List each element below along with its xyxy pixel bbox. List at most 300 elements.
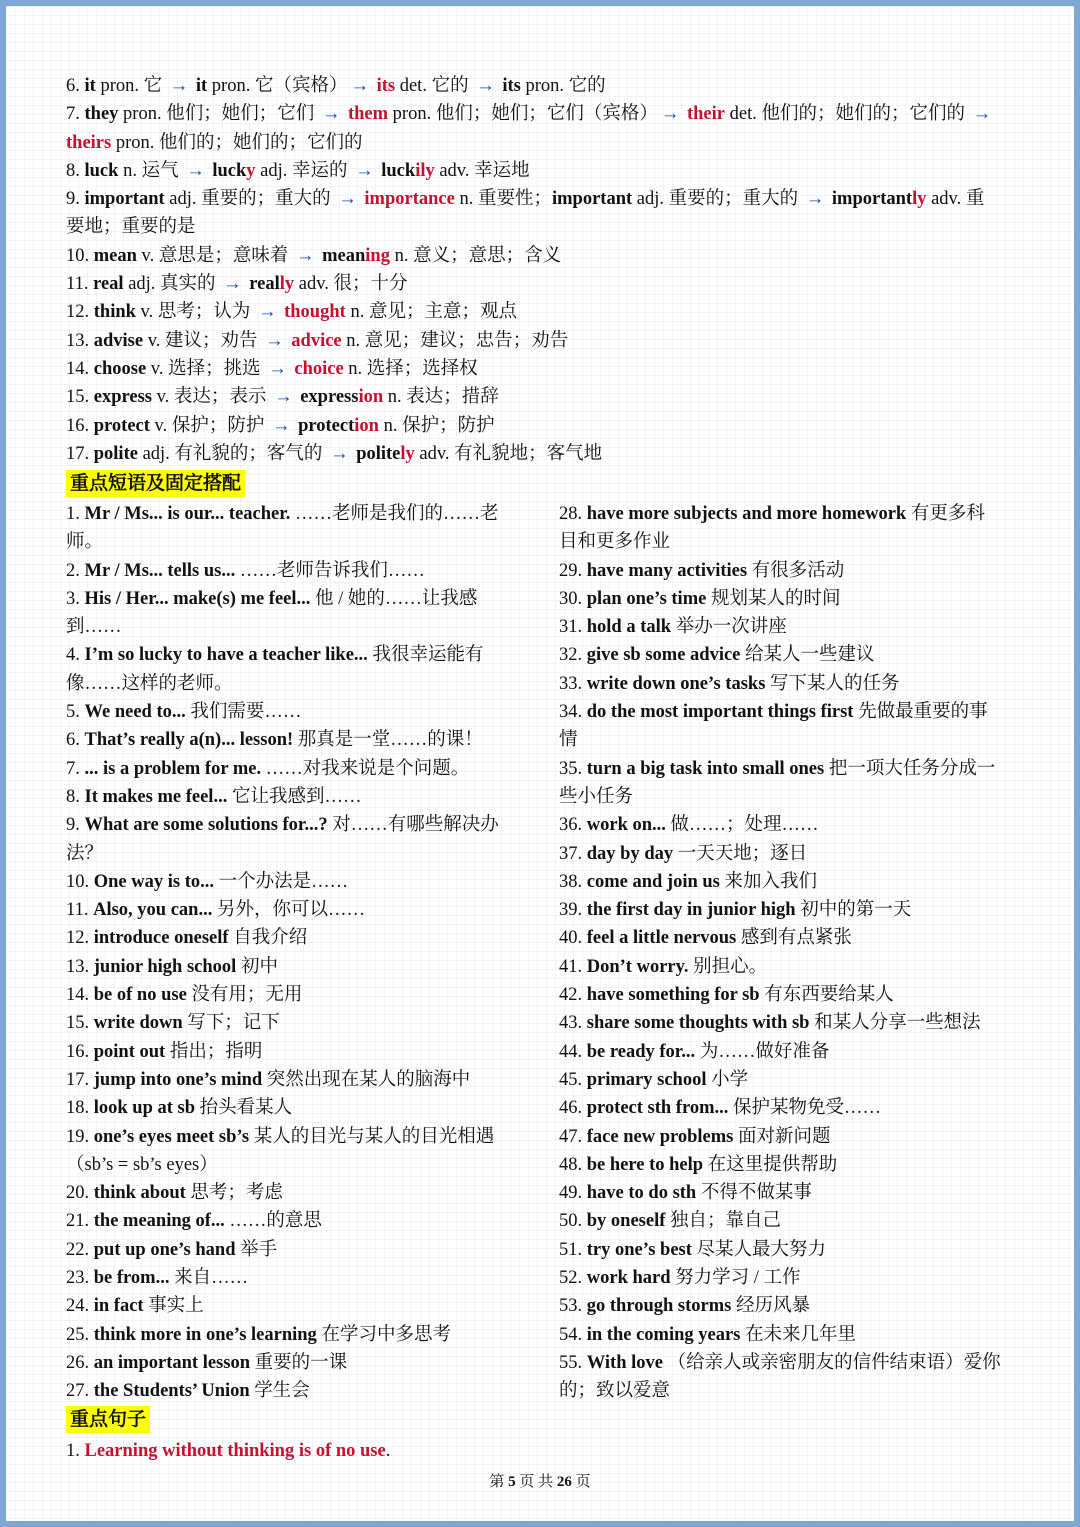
bold-term: the first day in junior high — [586, 900, 796, 921]
line-text: 面对新问题 — [733, 1126, 831, 1147]
text-line — [66, 613, 526, 641]
line-text: adj. 有礼貌的；客气的 — [137, 443, 328, 464]
bold-term: the Students’ Union — [93, 1381, 250, 1402]
bold-term: write down one’s tasks — [586, 673, 766, 694]
arrow-icon: → — [271, 415, 291, 436]
bold-term: in fact — [93, 1296, 144, 1317]
text-line — [66, 1437, 1016, 1465]
line-text: 46. — [559, 1098, 587, 1119]
line-text: pron. 他们；她们；它们（宾格） — [388, 104, 658, 125]
bold-term: turn a big task into small ones — [586, 758, 825, 779]
line-text: 指出；指明 — [165, 1041, 263, 1062]
line-text: 9. — [66, 815, 85, 836]
text-line — [66, 1207, 526, 1235]
line-text: 14. — [66, 358, 94, 379]
text-line — [66, 981, 526, 1009]
page-footer — [6, 1470, 1074, 1491]
bold-term: face new problems — [586, 1126, 734, 1147]
bold-term: feel a little nervous — [586, 928, 737, 949]
bold-term: mean — [317, 245, 366, 266]
text-line — [66, 1066, 526, 1094]
text-line — [66, 242, 1016, 270]
line-text: 34. — [559, 702, 587, 723]
text-line — [66, 1094, 526, 1122]
line-text: 4. — [66, 645, 85, 666]
arrow-icon: → — [257, 302, 277, 323]
text-line — [66, 213, 1016, 241]
line-text: 给某人一些建议 — [740, 645, 875, 666]
line-text: 他 / 她的……让我感 — [310, 588, 478, 609]
text-line — [66, 129, 1016, 157]
text-line — [66, 1151, 526, 1179]
line-text: 一天天地；逐日 — [673, 843, 808, 864]
line-text: 13. — [66, 330, 94, 351]
line-text: 做……；处理…… — [665, 815, 819, 836]
line-text: 6. — [66, 730, 85, 751]
line-text: 9. — [66, 189, 85, 210]
line-text: 12. — [66, 928, 94, 949]
page-total: 26 — [556, 1474, 572, 1490]
bold-term: in the coming years — [586, 1324, 741, 1345]
bold-term: come and join us — [586, 871, 720, 892]
bold-term: have more subjects and more homework — [586, 504, 907, 524]
text-line — [559, 981, 1019, 1009]
line-text: 事实上 — [143, 1296, 204, 1317]
line-text: 15. — [66, 387, 94, 408]
line-text: 39. — [559, 900, 587, 921]
text-line — [66, 670, 526, 698]
text-line — [559, 1038, 1019, 1066]
line-text: 28. — [559, 504, 587, 524]
arrow-icon: → — [268, 358, 287, 379]
bold-term: important — [84, 189, 165, 210]
line-text: 重要的一课 — [250, 1352, 348, 1373]
arrow-icon: → — [295, 245, 315, 266]
line-text: 把一项大任务分成一 — [824, 758, 996, 779]
sentences-list — [66, 1437, 1016, 1465]
line-text: 有很多活动 — [747, 560, 845, 581]
text-line — [66, 557, 526, 585]
phrases-column-right — [559, 500, 1019, 1406]
line-text: 某人的目光与某人的目光相遇 — [249, 1126, 495, 1147]
line-text: adj. 幸运的 — [255, 160, 353, 181]
text-line — [559, 811, 1019, 839]
text-line — [66, 1236, 526, 1264]
text-line — [559, 1321, 1019, 1349]
line-text: 17. — [66, 1069, 94, 1090]
text-line — [559, 1349, 1019, 1377]
bold-term: be from... — [93, 1268, 170, 1289]
text-line — [559, 1094, 1019, 1122]
text-line — [559, 1009, 1019, 1037]
text-line — [66, 1377, 526, 1405]
bold-term: luck — [376, 160, 416, 181]
text-line — [66, 500, 526, 528]
line-text: 别担心。 — [688, 956, 768, 977]
line-text: 38. — [559, 871, 587, 892]
text-line — [66, 585, 526, 613]
text-line — [66, 1123, 526, 1151]
line-text: 16. — [66, 1041, 94, 1062]
arrow-icon: → — [265, 330, 284, 351]
text-line — [559, 1066, 1019, 1094]
arrow-icon: → — [350, 76, 369, 96]
line-text: 29. — [559, 560, 587, 581]
bold-term: do the most important things first — [586, 702, 854, 723]
line-text: 10. — [66, 871, 94, 892]
bold-term: give sb some advice — [586, 645, 741, 666]
line-text: 经历风暴 — [731, 1296, 810, 1317]
text-line — [66, 1349, 526, 1377]
line-text: 5. — [66, 702, 85, 723]
bold-term: protect sth from... — [586, 1098, 729, 1119]
line-text: 50. — [559, 1211, 587, 1232]
text-line — [559, 1179, 1019, 1207]
line-text: 自我介绍 — [228, 928, 308, 949]
bold-term: an important lesson — [93, 1352, 250, 1373]
line-text: 来自…… — [169, 1268, 249, 1289]
line-text: 2. — [66, 560, 85, 581]
text-line — [66, 528, 526, 556]
bold-term: real — [93, 274, 124, 295]
bold-term: advise — [93, 330, 144, 351]
text-line — [66, 298, 1016, 326]
bold-term: have to do sth — [586, 1183, 697, 1204]
line-text: 33. — [559, 673, 587, 694]
line-text: 不得不做某事 — [696, 1183, 812, 1204]
line-text: 15. — [66, 1013, 94, 1034]
highlighted-term: advice — [286, 330, 342, 351]
text-line — [66, 840, 526, 868]
line-text: 在未来几年里 — [740, 1324, 857, 1345]
line-text: 1. — [66, 504, 85, 524]
arrow-icon: → — [169, 76, 189, 96]
line-text: 35. — [559, 758, 587, 779]
bold-term: That’s really a(n)... lesson! — [84, 730, 294, 751]
line-text: adv. 重 — [926, 189, 985, 210]
line-text: 41. — [559, 956, 587, 977]
bold-term: Don’t worry. — [586, 956, 689, 977]
bold-term: it — [191, 76, 208, 96]
text-line — [66, 157, 1016, 185]
line-text: adv. 很；十分 — [294, 274, 408, 295]
arrow-icon: → — [660, 104, 680, 125]
line-text: 突然出现在某人的脑海中 — [262, 1069, 471, 1090]
line-text: 26. — [66, 1352, 94, 1373]
arrow-icon: → — [476, 76, 495, 96]
bold-term: polite — [351, 443, 401, 464]
text-line — [66, 185, 1016, 213]
line-text: 45. — [559, 1069, 587, 1090]
line-text: 30. — [559, 588, 587, 609]
line-text: 3. — [66, 588, 85, 609]
line-text: adj. 真实的 — [123, 274, 221, 295]
line-text: 小学 — [706, 1069, 749, 1090]
text-line — [559, 1236, 1019, 1264]
line-text: 24. — [66, 1296, 94, 1317]
line-text: 16. — [66, 415, 94, 436]
text-line — [66, 1264, 526, 1292]
text-line — [559, 557, 1019, 585]
highlighted-term: ion — [358, 387, 384, 408]
text-line — [559, 755, 1019, 783]
bold-term: luck — [84, 160, 119, 181]
text-line — [559, 613, 1019, 641]
page-number: 5 — [508, 1474, 516, 1490]
line-text: 37. — [559, 843, 587, 864]
highlighted-term: y — [246, 160, 256, 181]
line-text: 11. — [66, 274, 94, 295]
arrow-icon: → — [355, 160, 374, 181]
line-text: 到…… — [66, 617, 122, 638]
text-line — [66, 868, 526, 896]
text-line — [66, 641, 526, 669]
bold-term: have something for sb — [586, 985, 760, 1006]
text-line — [559, 528, 1019, 556]
bold-term: junior high school — [93, 956, 237, 977]
bold-term: His / Her... make(s) me feel... — [84, 588, 311, 609]
line-text: 43. — [559, 1013, 587, 1034]
highlighted-term: thought — [279, 302, 346, 323]
bold-term: important — [551, 189, 633, 210]
line-text: 些小任务 — [559, 786, 634, 807]
text-line — [66, 412, 1016, 440]
line-text: 51. — [559, 1239, 587, 1260]
line-text: 独自；靠自己 — [665, 1211, 782, 1232]
highlighted-term: ily — [415, 160, 435, 181]
line-text: 师。 — [66, 532, 104, 553]
line-text: 另外，你可以…… — [212, 900, 365, 921]
line-text: 40. — [559, 928, 587, 949]
text-line — [66, 1292, 526, 1320]
arrow-icon: → — [186, 160, 205, 181]
bold-term: think more in one’s learning — [93, 1324, 317, 1345]
text-line — [66, 811, 526, 839]
line-text: v. 保护；防护 — [149, 415, 269, 436]
bold-term: think about — [93, 1183, 186, 1204]
highlighted-term: theirs — [66, 132, 112, 153]
text-line — [66, 953, 526, 981]
line-text: 有更多科 — [906, 504, 985, 524]
text-line — [559, 1377, 1019, 1405]
line-text: 47. — [559, 1126, 587, 1147]
bold-term: choose — [93, 358, 147, 379]
highlighted-term: ing — [365, 245, 390, 266]
phrases-heading: 重点短语及固定搭配 — [66, 470, 245, 497]
line-text: v. 思考；认为 — [135, 302, 255, 323]
bold-term: One way is to... — [93, 871, 214, 892]
line-text: . — [385, 1441, 391, 1461]
line-text: 思考；考虑 — [185, 1183, 283, 1204]
text-line — [66, 100, 1016, 128]
line-text: 7. — [66, 104, 85, 125]
line-text: 21. — [66, 1211, 94, 1232]
bold-term: It makes me feel... — [84, 786, 228, 807]
highlighted-term: its — [371, 76, 396, 96]
line-text: v. 选择；挑选 — [146, 358, 266, 379]
arrow-icon: → — [805, 189, 825, 210]
line-text: n. 意见；主意；观点 — [345, 302, 517, 323]
line-text: 像……这样的老师。 — [66, 673, 233, 694]
arrow-icon: → — [330, 443, 349, 464]
text-line — [66, 896, 526, 924]
bold-term: hold a talk — [586, 617, 672, 638]
bold-term: mean — [93, 245, 137, 266]
line-text: v. 意思是；意味着 — [136, 245, 293, 266]
document-page — [6, 6, 1074, 1521]
bold-term: it — [84, 76, 96, 96]
line-text: 保护某物免受…… — [728, 1098, 882, 1119]
line-text: adv. 幸运地 — [434, 160, 530, 181]
line-text: 53. — [559, 1296, 587, 1317]
line-text: 我们需要…… — [185, 702, 302, 723]
line-text: n. 保护；防护 — [378, 415, 495, 436]
line-text: 规划某人的时间 — [706, 588, 841, 609]
line-text: pron. 它 — [95, 76, 167, 96]
line-text: adj. 重要的；重大的 — [632, 189, 803, 210]
bold-term: express — [93, 387, 152, 408]
line-text: 学生会 — [249, 1381, 310, 1402]
text-line — [66, 383, 1016, 411]
line-text: 在这里提供帮助 — [703, 1154, 838, 1175]
line-text: n. 运气 — [118, 160, 184, 181]
highlighted-term: ly — [279, 274, 295, 295]
line-text: 在学习中多思考 — [316, 1324, 451, 1345]
bold-term: luck — [207, 160, 247, 181]
bold-term: try one’s best — [586, 1239, 692, 1260]
line-text: 和某人分享一些想法 — [809, 1013, 981, 1034]
bold-term: I’m so lucky to have a teacher like... — [84, 645, 368, 666]
arrow-icon: → — [972, 104, 992, 125]
line-text: （给亲人或亲密朋友的信件结束语）爱你 — [662, 1352, 1001, 1373]
line-text: 1. — [66, 1441, 85, 1461]
bold-term: they — [84, 104, 119, 125]
line-text: 18. — [66, 1098, 94, 1119]
line-text: 36. — [559, 815, 587, 836]
text-line — [559, 585, 1019, 613]
line-text: 13. — [66, 956, 94, 977]
line-text: 它让我感到…… — [227, 786, 362, 807]
bold-term: go through storms — [586, 1296, 732, 1317]
line-text: 20. — [66, 1183, 94, 1204]
line-text: 初中的第一天 — [795, 900, 912, 921]
bold-term: day by day — [586, 843, 674, 864]
line-text: 目和更多作业 — [559, 532, 671, 553]
line-text: 54. — [559, 1324, 587, 1345]
highlighted-term: them — [343, 104, 389, 125]
arrow-icon: → — [274, 387, 293, 408]
text-line — [559, 840, 1019, 868]
text-line — [66, 1009, 526, 1037]
line-text: 初中 — [236, 956, 278, 977]
highlighted-term: ion — [354, 415, 379, 436]
bold-term: important — [827, 189, 913, 210]
text-line — [559, 953, 1019, 981]
arrow-icon: → — [338, 189, 357, 210]
bold-term: Also, you can... — [93, 900, 213, 921]
sentences-heading: 重点句子 — [66, 1406, 150, 1433]
bold-term: share some thoughts with sb — [586, 1013, 810, 1034]
line-text: ……老师告诉我们…… — [235, 560, 425, 581]
bold-term: primary school — [586, 1069, 707, 1090]
bold-term: put up one’s hand — [93, 1239, 236, 1260]
highlighted-term: their — [682, 104, 725, 125]
line-text: 27. — [66, 1381, 94, 1402]
text-line — [66, 440, 1016, 468]
bold-term: Mr / Ms... is our... teacher. — [84, 504, 291, 524]
line-text: det. 他们的；她们的；它们的 — [724, 104, 970, 125]
bold-term: introduce oneself — [93, 928, 229, 949]
bold-term: We need to... — [84, 702, 186, 723]
bold-term: plan one’s time — [586, 588, 707, 609]
line-text: n. 意见；建议；忠告；劝告 — [341, 330, 569, 351]
text-line — [66, 698, 526, 726]
line-text: 法？ — [66, 843, 104, 864]
text-line — [559, 1207, 1019, 1235]
highlighted-term: importance — [359, 189, 455, 210]
line-text: 尽某人最大努力 — [691, 1239, 827, 1260]
line-text: 的；致以爱意 — [559, 1381, 671, 1402]
text-line — [66, 1179, 526, 1207]
line-text: 一个办法是…… — [214, 871, 349, 892]
line-text: ……老师是我们的……老 — [290, 504, 499, 524]
line-text: 为……做好准备 — [695, 1041, 830, 1062]
line-text: n. 重要性； — [454, 189, 552, 210]
bold-term: by oneself — [586, 1211, 666, 1232]
text-line — [66, 1321, 526, 1349]
line-text: 19. — [66, 1126, 94, 1147]
text-line — [66, 355, 1016, 383]
text-line — [66, 726, 526, 754]
highlighted-term: ly — [400, 443, 415, 464]
text-line — [559, 924, 1019, 952]
line-text: 12. — [66, 302, 94, 323]
text-line — [559, 726, 1019, 754]
text-line — [66, 327, 1016, 355]
bold-term: the meaning of... — [93, 1211, 225, 1232]
footer-text: 页 — [571, 1474, 591, 1490]
bold-term: have many activities — [586, 560, 748, 581]
bold-term: write down — [93, 1013, 183, 1034]
footer-text: 页 共 — [515, 1474, 557, 1490]
line-text: ……对我来说是个问题。 — [261, 758, 470, 779]
line-text: 有东西要给某人 — [759, 985, 894, 1006]
bold-term: its — [497, 76, 521, 96]
line-text: det. 它的 — [395, 76, 474, 96]
bold-term: work on... — [586, 815, 666, 836]
line-text: 32. — [559, 645, 587, 666]
highlighted-term: choice — [289, 358, 344, 379]
line-text: n. 表达；措辞 — [383, 387, 499, 408]
line-text: pron. 它的 — [520, 76, 606, 96]
line-text: 31. — [559, 617, 587, 638]
bold-term: look up at sb — [93, 1098, 196, 1119]
text-line — [559, 1292, 1019, 1320]
bold-term: be ready for... — [586, 1041, 696, 1062]
line-text: 48. — [559, 1154, 587, 1175]
line-text: 我很幸运能有 — [367, 645, 484, 666]
line-text: adj. 重要的；重大的 — [164, 189, 336, 210]
line-text: v. 建议；劝告 — [143, 330, 263, 351]
text-line — [66, 270, 1016, 298]
line-text: 44. — [559, 1041, 587, 1062]
arrow-icon: → — [223, 274, 242, 295]
line-text: 14. — [66, 985, 94, 1006]
line-text: （sb’s = sb’s eyes） — [66, 1154, 218, 1175]
highlighted-term: Learning without thinking is of no use — [84, 1441, 386, 1461]
line-text: 8. — [66, 160, 85, 181]
line-text: 22. — [66, 1239, 94, 1260]
